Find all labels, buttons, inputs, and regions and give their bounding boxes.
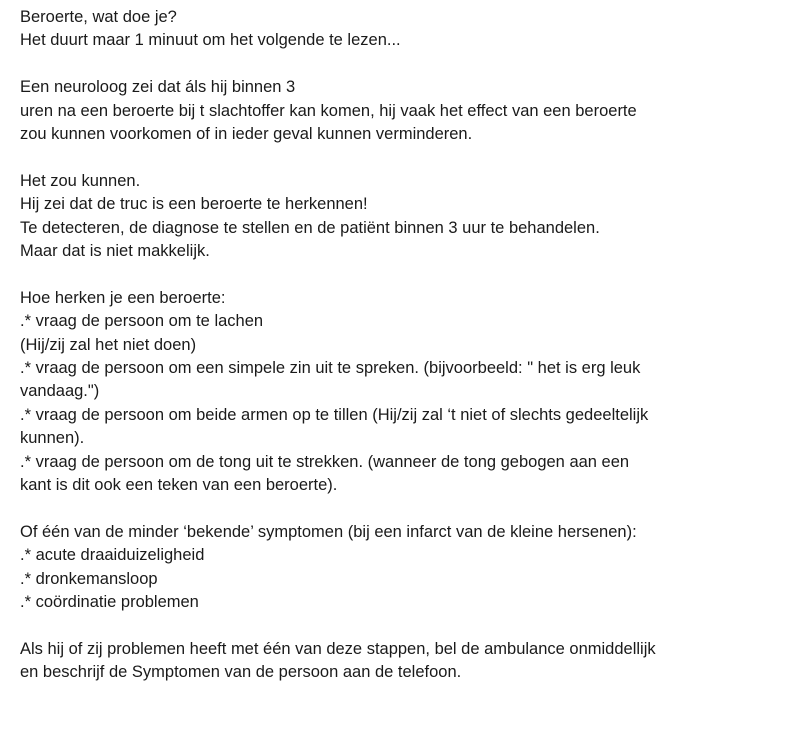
text-line: uren na een beroerte bij t slachtoffer kan komen, hij vaak het effect van een beroerte [20, 101, 637, 120]
text-line: Maar dat is niet makkelijk. [20, 242, 210, 261]
text-line: (Hij/zij zal het niet doen) [20, 335, 197, 354]
list-item: .* coördinatie problemen [20, 593, 199, 612]
document-body [20, 6, 780, 685]
text-line: Te detecteren, de diagnose te stellen en de patiënt binnen 3 uur te behandelen. [20, 218, 600, 237]
text-line: Een neuroloog zei dat áls hij binnen 3 [20, 78, 296, 97]
paragraph-call-ambulance [20, 638, 780, 685]
list-item: .* vraag de persoon om een simpele zin uit te spreken. (bijvoorbeeld: " het is erg leuk [20, 359, 641, 378]
list-item: .* vraag de persoon om de tong uit te strekken. (wanneer de tong gebogen aan een [20, 452, 630, 471]
paragraph-intro [20, 6, 780, 53]
paragraph-neurologist [20, 76, 780, 146]
paragraph-symptoms [20, 521, 780, 615]
text-line: vandaag.") [20, 382, 100, 401]
list-item: .* vraag de persoon om beide armen op te tillen (Hij/zij zal ‘t niet of slechts gedeeltelijk [20, 405, 649, 424]
list-item: .* acute draaiduizeligheid [20, 546, 205, 565]
text-line: Hij zei dat de truc is een beroerte te herkennen! [20, 195, 368, 214]
text-line: kant is dit ook een teken van een beroerte). [20, 476, 338, 495]
text-line: Of één van de minder ‘bekende’ symptomen (bij een infarct van de kleine hersenen): [20, 522, 637, 541]
text-line: Het zou kunnen. [20, 171, 141, 190]
text-line: Als hij of zij problemen heeft met één van deze stappen, bel de ambulance onmiddellijk [20, 639, 656, 658]
text-line: Hoe herken je een beroerte: [20, 288, 226, 307]
text-line: zou kunnen voorkomen of in ieder geval kunnen verminderen. [20, 125, 473, 144]
paragraph-recognize [20, 287, 780, 498]
paragraph-trick [20, 170, 780, 264]
list-item: .* vraag de persoon om te lachen [20, 312, 264, 331]
text-line: Het duurt maar 1 minuut om het volgende te lezen... [20, 31, 401, 50]
text-line: en beschrijf de Symptomen van de persoon aan de telefoon. [20, 663, 462, 682]
text-line: kunnen). [20, 429, 85, 448]
list-item: .* dronkemansloop [20, 569, 158, 588]
title-line: Beroerte, wat doe je? [20, 8, 177, 26]
